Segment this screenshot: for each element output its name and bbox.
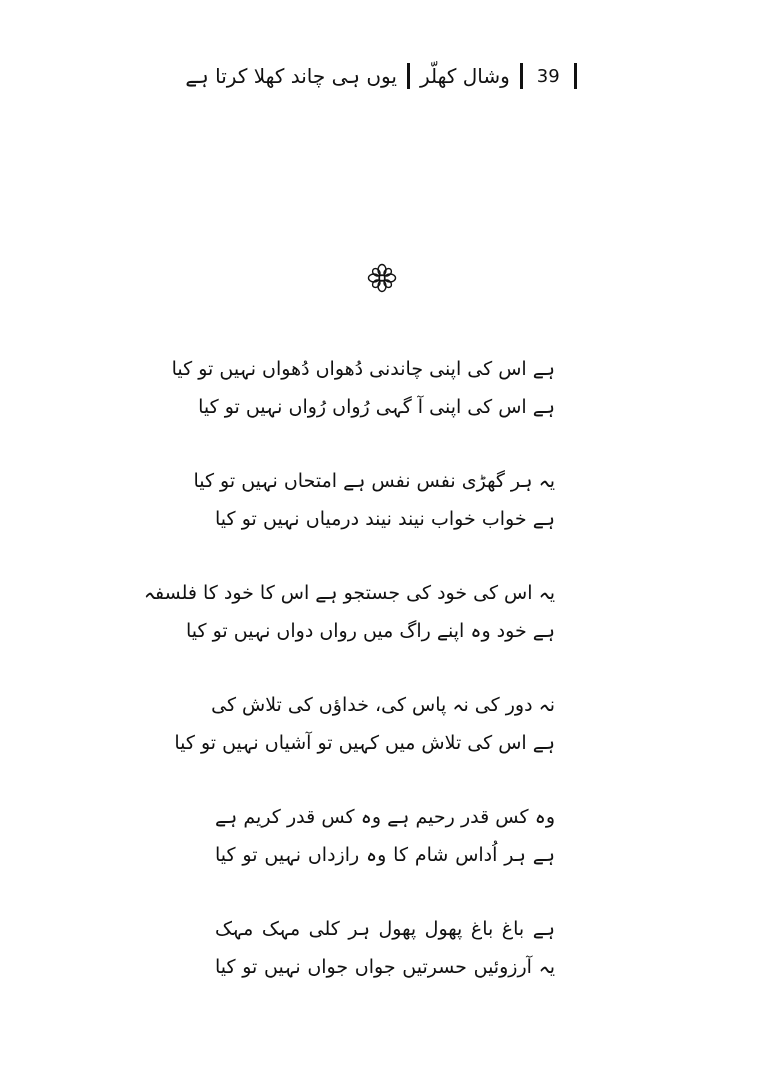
header-divider <box>407 63 410 89</box>
author-name: وشال کھلّر <box>419 64 510 88</box>
poem-line: وہ کس قدر رحیم ہے وہ کس قدر کریم ہے <box>215 806 555 828</box>
stanza <box>193 462 555 538</box>
poem-body <box>143 350 555 986</box>
flower-ornament-icon <box>366 262 398 294</box>
poem-line: ہے اس کی اپنی آ گہی رُواں رُواں نہیں تو کیا <box>198 396 555 418</box>
header-divider <box>520 63 523 89</box>
page-number: 39 <box>536 65 560 87</box>
poem-line: یہ ہر گھڑی نفس نفس ہے امتحاں نہیں تو کیا <box>193 470 555 492</box>
running-header-content <box>185 63 576 89</box>
poem-line: ہے خود وہ اپنے راگ میں رواں دواں نہیں تو کیا <box>186 620 555 642</box>
running-header <box>0 58 762 94</box>
stanza <box>215 798 555 874</box>
poem-line: ہے اس کی تلاش میں کہیں تو آشیاں نہیں تو کیا <box>174 732 555 754</box>
poem-line: ہے ہر اُداس شام کا وہ رازداں نہیں تو کیا <box>215 844 555 866</box>
poem-line: یہ اس کی خود کی جستجو ہے اس کا خود کا فلسفہ <box>143 582 555 604</box>
stanza <box>174 686 555 762</box>
poem-line: ہے باغ باغ پھول پھول ہر کلی مہک مہک <box>215 918 555 940</box>
header-divider <box>574 63 577 89</box>
poem-line: یہ آرزوئیں حسرتیں جواں جواں نہیں تو کیا <box>215 956 555 978</box>
book-title: یوں ہی چاند کھلا کرتا ہے <box>185 64 397 88</box>
poem-line: ہے اس کی اپنی چاندنی دُھواں دُھواں نہیں تو کیا <box>171 358 555 380</box>
stanza <box>143 574 555 650</box>
poem-line: ہے خواب خواب نیند نیند درمیاں نہیں تو کیا <box>215 508 555 530</box>
stanza <box>171 350 555 426</box>
stanza <box>215 910 555 986</box>
poem-line: نہ دور کی نہ پاس کی، خداؤں کی تلاش کی <box>211 694 555 716</box>
